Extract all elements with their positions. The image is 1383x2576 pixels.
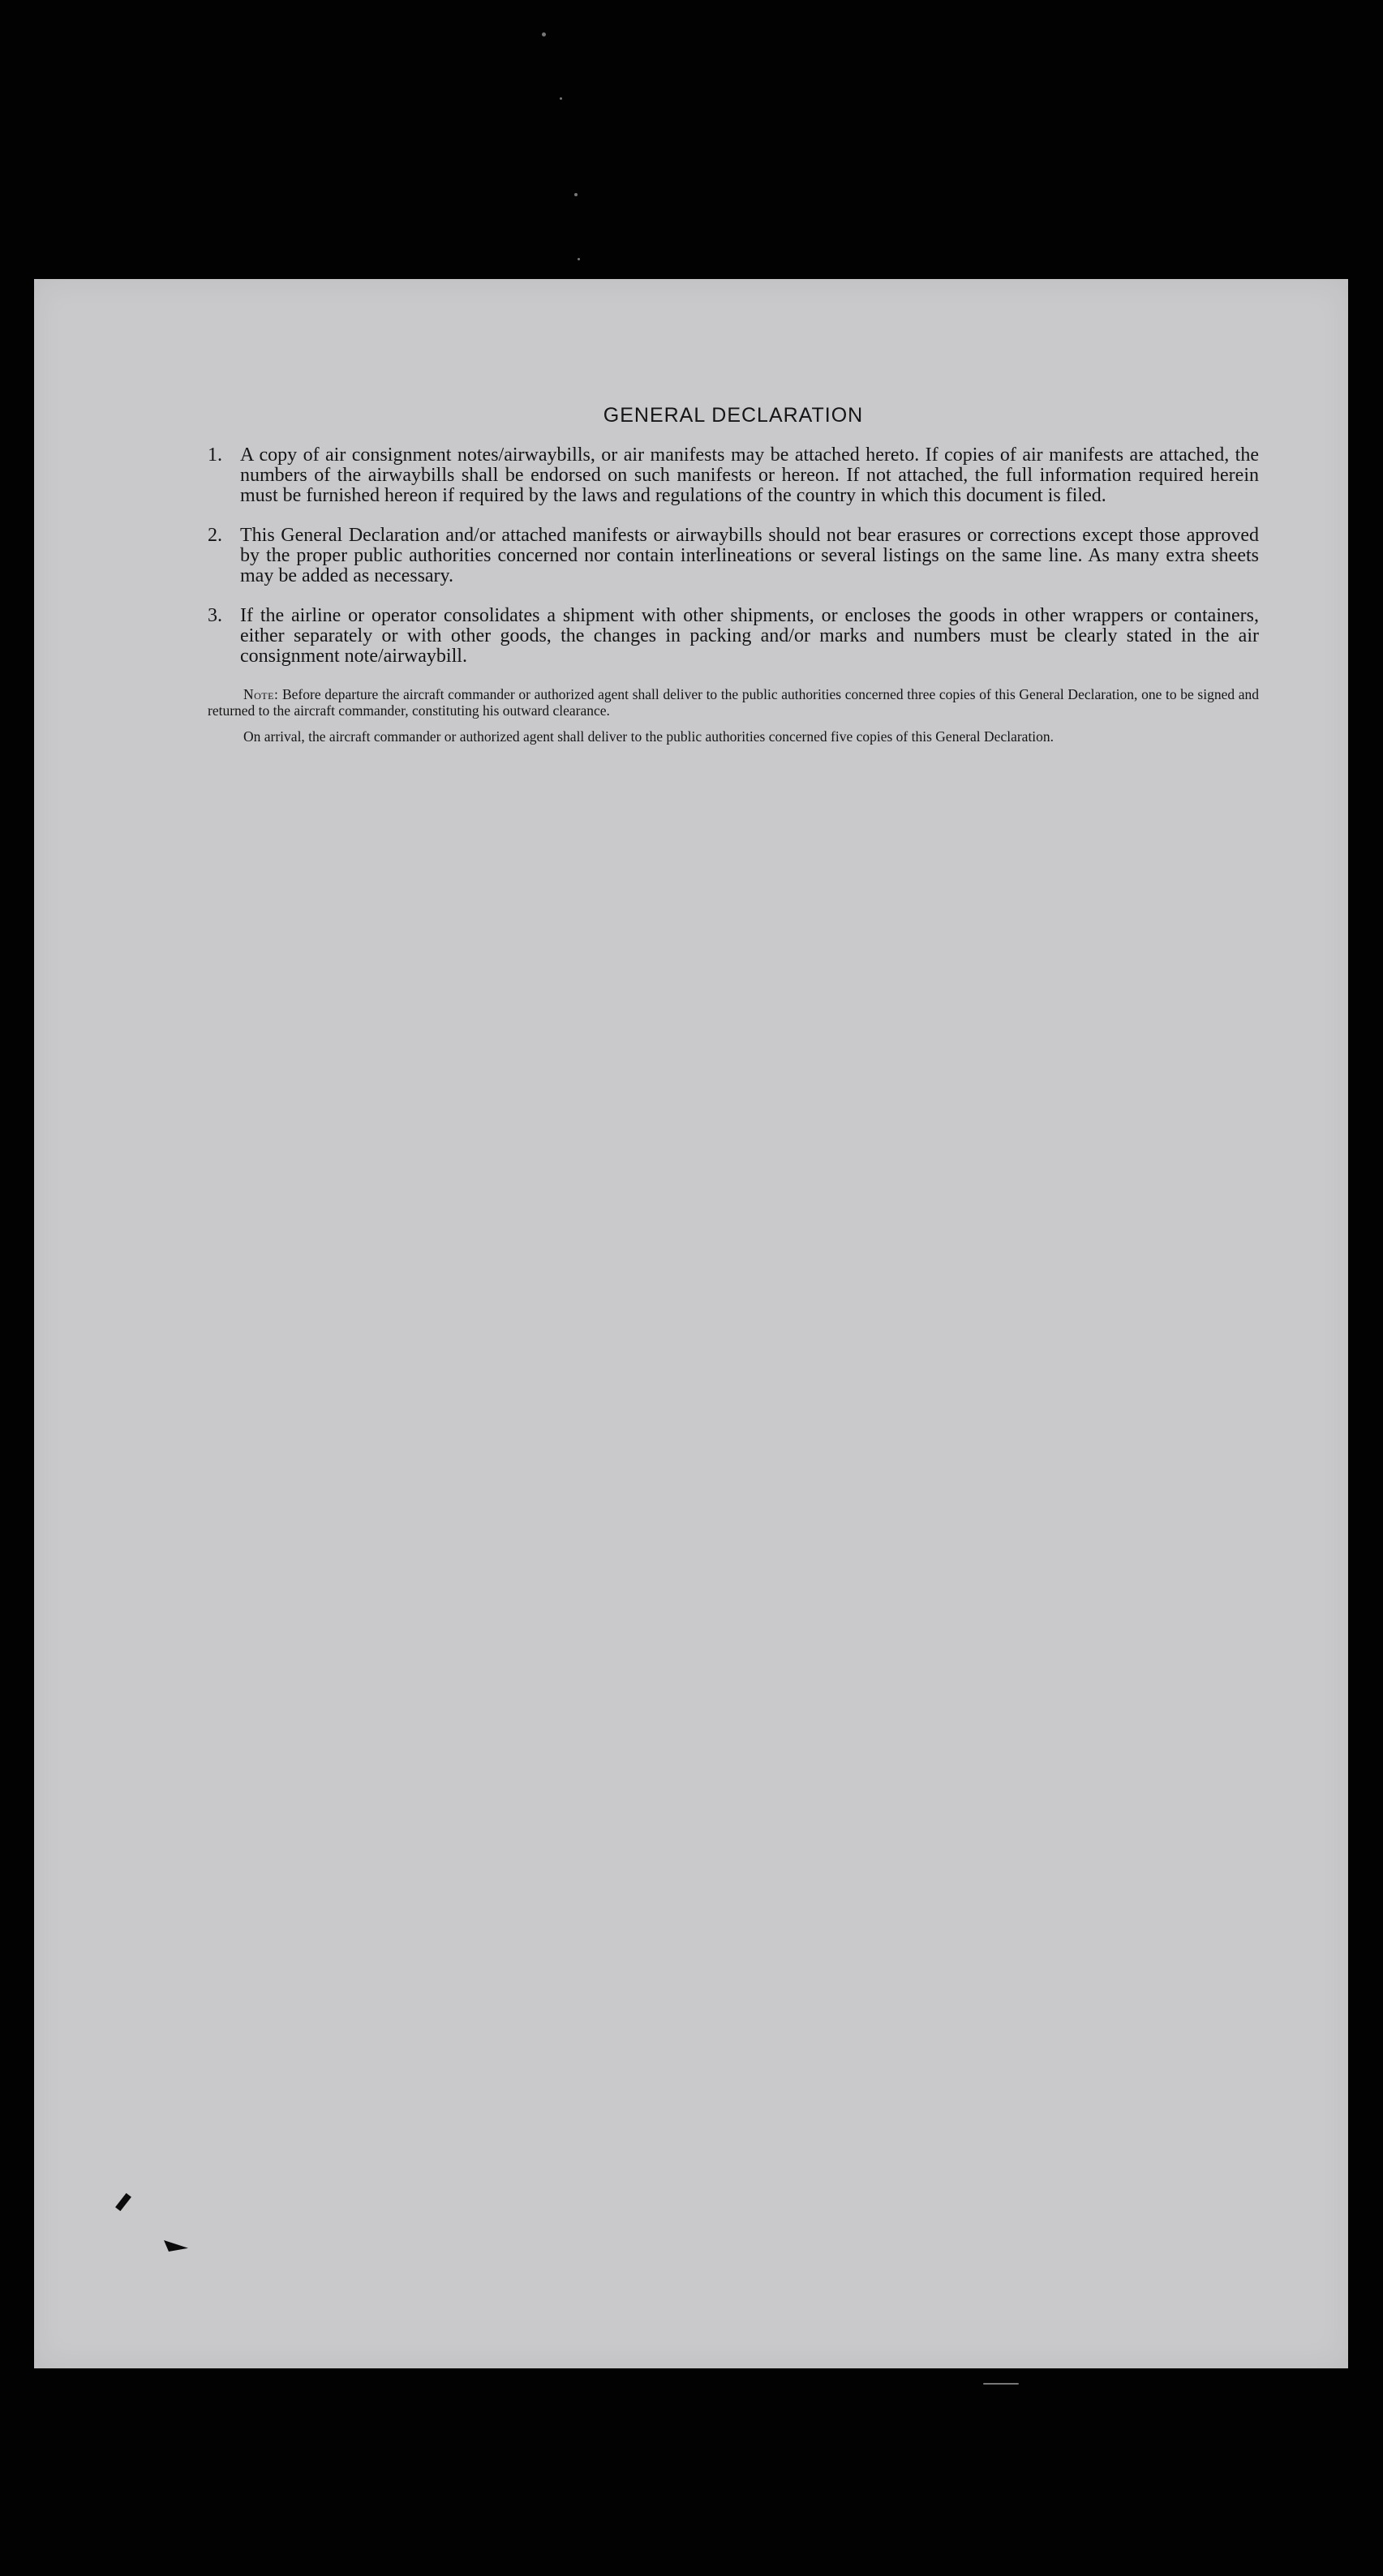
- dust-speck: [578, 258, 580, 260]
- clause-3: [208, 606, 1259, 667]
- dust-speck: [560, 97, 562, 100]
- ink-mark: [115, 2193, 131, 2211]
- clause-number: 2.: [208, 525, 222, 546]
- note-label: Note:: [243, 686, 279, 702]
- dust-speck: [983, 2383, 1019, 2385]
- clause-number: 3.: [208, 605, 222, 626]
- declaration-body: [208, 404, 1259, 754]
- clause-number: 1.: [208, 444, 222, 466]
- document-page: [34, 279, 1348, 2368]
- ink-mark: [164, 2240, 188, 2252]
- clause-text: If the airline or operator consolidates a shipment with other shipments, or encloses the goods in other wrappers or containers, either separately or with other goods, the changes in packing and/or marks and numbers must be clearly stated in the air consignment note/airwaybill.: [240, 605, 1259, 667]
- note-text: Before departure the aircraft commander or authorized agent shall deliver to the public authorities concerned three copies of this General Declaration, one to be signed and returned to the aircraft commander, constituting his outward clearance.: [208, 686, 1260, 719]
- dust-speck: [542, 32, 546, 36]
- arrival-note: On arrival, the aircraft commander or authorized agent shall deliver to the public authorities concerned five copies of this General Declaration.: [243, 728, 1054, 745]
- dust-speck: [574, 193, 578, 196]
- clause-text: This General Declaration and/or attached manifests or airwaybills should not bear erasures or corrections except those approved by the proper public authorities concerned nor contain interlineations or several listings on the same line. As many extra sheets may be added as necessary.: [240, 525, 1259, 586]
- departure-note: [208, 686, 1259, 719]
- document-title: GENERAL DECLARATION: [603, 404, 864, 427]
- clause-2: [208, 526, 1259, 586]
- clause-1: [208, 445, 1259, 506]
- clause-text: A copy of air consignment notes/airwaybills, or air manifests may be attached hereto. If copies of air manifests are attached, the numbers of the airwaybills shall be endorsed on such manifests or hereon. If not attached, the full information required herein must be furnished hereon if required by the laws and regulations of the country in which this document is filed.: [240, 444, 1259, 506]
